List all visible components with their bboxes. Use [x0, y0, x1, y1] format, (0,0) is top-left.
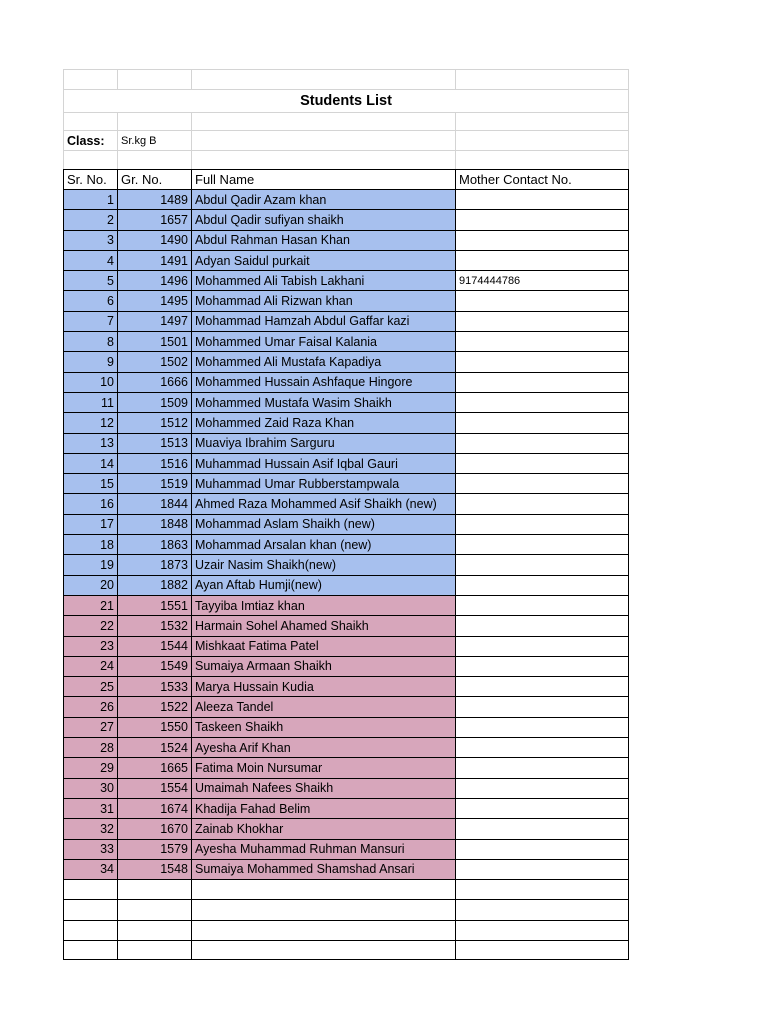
cell-sr-no[interactable]: 33 [63, 839, 117, 859]
cell-gr-no[interactable]: 1844 [117, 493, 191, 513]
table-header-row [63, 169, 629, 189]
cell-full-name[interactable]: Khadija Fahad Belim [191, 798, 455, 818]
title-row [63, 89, 629, 112]
table-row [63, 818, 629, 838]
cell-full-name[interactable]: Harmain Sohel Ahamed Shaikh [191, 615, 455, 635]
cell-gr-no[interactable]: 1550 [117, 717, 191, 737]
table-row [63, 250, 629, 270]
cell-gr-no[interactable]: 1502 [117, 351, 191, 371]
grid-cell[interactable] [117, 112, 191, 130]
table-row [63, 433, 629, 453]
table-row [63, 920, 629, 940]
cell-mother-contact[interactable] [455, 473, 629, 493]
blank-row [63, 150, 629, 169]
cell-mother-contact[interactable] [455, 209, 629, 229]
cell-sr-no[interactable] [63, 940, 117, 960]
cell-gr-no[interactable]: 1491 [117, 250, 191, 270]
cell-mother-contact[interactable] [455, 656, 629, 676]
cell-sr-no[interactable]: 20 [63, 575, 117, 595]
cell-sr-no[interactable]: 3 [63, 230, 117, 250]
cell-full-name[interactable]: Mohammad Ali Rizwan khan [191, 290, 455, 310]
cell-gr-no[interactable]: 1657 [117, 209, 191, 229]
cell-mother-contact[interactable]: 9174444786 [455, 270, 629, 290]
cell-gr-no[interactable]: 1863 [117, 534, 191, 554]
cell-full-name[interactable]: Mohammed Umar Faisal Kalania [191, 331, 455, 351]
cell-full-name[interactable]: Mohammad Arsalan khan (new) [191, 534, 455, 554]
cell-full-name[interactable]: Adyan Saidul purkait [191, 250, 455, 270]
cell-sr-no[interactable]: 2 [63, 209, 117, 229]
cell-sr-no[interactable]: 11 [63, 392, 117, 412]
cell-sr-no[interactable] [63, 920, 117, 940]
class-label[interactable]: Class: [63, 130, 117, 150]
cell-gr-no[interactable]: 1519 [117, 473, 191, 493]
grid-cell[interactable] [63, 150, 117, 169]
cell-gr-no[interactable] [117, 920, 191, 940]
cell-full-name[interactable]: Ahmed Raza Mohammed Asif Shaikh (new) [191, 493, 455, 513]
grid-cell[interactable] [191, 130, 455, 150]
cell-mother-contact[interactable] [455, 189, 629, 209]
table-row [63, 636, 629, 656]
cell-sr-no[interactable]: 15 [63, 473, 117, 493]
table-row [63, 331, 629, 351]
cell-sr-no[interactable]: 31 [63, 798, 117, 818]
header-full-name[interactable]: Full Name [191, 169, 455, 189]
cell-full-name[interactable]: Uzair Nasim Shaikh(new) [191, 554, 455, 574]
cell-mother-contact[interactable] [455, 920, 629, 940]
cell-gr-no[interactable]: 1522 [117, 696, 191, 716]
cell-sr-no[interactable]: 4 [63, 250, 117, 270]
table-row [63, 798, 629, 818]
cell-mother-contact[interactable] [455, 514, 629, 534]
cell-mother-contact[interactable] [455, 412, 629, 432]
cell-full-name[interactable]: Aleeza Tandel [191, 696, 455, 716]
table-row [63, 696, 629, 716]
cell-full-name[interactable]: Mohammed Mustafa Wasim Shaikh [191, 392, 455, 412]
table-row [63, 453, 629, 473]
table-row [63, 595, 629, 615]
cell-full-name[interactable]: Zainab Khokhar [191, 818, 455, 838]
students-table [63, 169, 629, 960]
grid-cell[interactable] [191, 112, 455, 130]
cell-gr-no[interactable]: 1579 [117, 839, 191, 859]
cell-mother-contact[interactable] [455, 290, 629, 310]
cell-full-name[interactable]: Ayesha Muhammad Ruhman Mansuri [191, 839, 455, 859]
cell-sr-no[interactable]: 25 [63, 676, 117, 696]
cell-gr-no[interactable] [117, 940, 191, 960]
cell-mother-contact[interactable] [455, 311, 629, 331]
cell-full-name[interactable]: Marya Hussain Kudia [191, 676, 455, 696]
table-row [63, 230, 629, 250]
cell-gr-no[interactable]: 1516 [117, 453, 191, 473]
cell-full-name[interactable]: Muhammad Hussain Asif Iqbal Gauri [191, 453, 455, 473]
cell-gr-no[interactable]: 1873 [117, 554, 191, 574]
table-row [63, 676, 629, 696]
cell-full-name[interactable]: Muaviya Ibrahim Sarguru [191, 433, 455, 453]
cell-gr-no[interactable]: 1489 [117, 189, 191, 209]
cell-mother-contact[interactable] [455, 859, 629, 879]
cell-sr-no[interactable]: 34 [63, 859, 117, 879]
cell-gr-no[interactable]: 1670 [117, 818, 191, 838]
cell-full-name[interactable]: Abdul Qadir Azam khan [191, 189, 455, 209]
cell-gr-no[interactable]: 1666 [117, 372, 191, 392]
sheet-title[interactable]: Students List [63, 89, 629, 112]
blank-row [63, 69, 629, 89]
grid-cell[interactable] [63, 69, 117, 89]
table-row [63, 575, 629, 595]
cell-sr-no[interactable]: 1 [63, 189, 117, 209]
cell-sr-no[interactable]: 29 [63, 757, 117, 777]
class-value[interactable]: Sr.kg B [117, 130, 191, 150]
cell-full-name[interactable]: Ayan Aftab Humji(new) [191, 575, 455, 595]
cell-gr-no[interactable]: 1532 [117, 615, 191, 635]
cell-gr-no[interactable]: 1501 [117, 331, 191, 351]
cell-sr-no[interactable]: 22 [63, 615, 117, 635]
cell-full-name[interactable]: Umaimah Nafees Shaikh [191, 778, 455, 798]
cell-gr-no[interactable]: 1533 [117, 676, 191, 696]
cell-full-name[interactable]: Mohammad Hamzah Abdul Gaffar kazi [191, 311, 455, 331]
cell-mother-contact[interactable] [455, 757, 629, 777]
table-row [63, 757, 629, 777]
table-row [63, 392, 629, 412]
cell-full-name[interactable]: Mohammed Ali Mustafa Kapadiya [191, 351, 455, 371]
table-row [63, 778, 629, 798]
table-row [63, 839, 629, 859]
cell-sr-no[interactable]: 32 [63, 818, 117, 838]
table-row [63, 311, 629, 331]
cell-mother-contact[interactable] [455, 453, 629, 473]
table-row [63, 514, 629, 534]
cell-mother-contact[interactable] [455, 696, 629, 716]
cell-sr-no[interactable]: 17 [63, 514, 117, 534]
table-row [63, 859, 629, 879]
table-row [63, 290, 629, 310]
cell-sr-no[interactable]: 23 [63, 636, 117, 656]
cell-mother-contact[interactable] [455, 940, 629, 960]
cell-mother-contact[interactable] [455, 615, 629, 635]
cell-gr-no[interactable]: 1548 [117, 859, 191, 879]
cell-gr-no[interactable]: 1544 [117, 636, 191, 656]
cell-mother-contact[interactable] [455, 433, 629, 453]
cell-sr-no[interactable]: 26 [63, 696, 117, 716]
cell-mother-contact[interactable] [455, 839, 629, 859]
cell-sr-no[interactable]: 13 [63, 433, 117, 453]
cell-mother-contact[interactable] [455, 636, 629, 656]
cell-mother-contact[interactable] [455, 778, 629, 798]
cell-mother-contact[interactable] [455, 554, 629, 574]
cell-full-name[interactable] [191, 940, 455, 960]
cell-full-name[interactable]: Taskeen Shaikh [191, 717, 455, 737]
cell-full-name[interactable]: Sumaiya Armaan Shaikh [191, 656, 455, 676]
table-row [63, 270, 629, 290]
grid-cell[interactable] [191, 69, 455, 89]
cell-gr-no[interactable]: 1496 [117, 270, 191, 290]
cell-gr-no[interactable]: 1509 [117, 392, 191, 412]
table-row [63, 473, 629, 493]
cell-mother-contact[interactable] [455, 372, 629, 392]
table-row [63, 554, 629, 574]
table-row [63, 351, 629, 371]
cell-sr-no[interactable]: 8 [63, 331, 117, 351]
header-mother-contact[interactable]: Mother Contact No. [455, 169, 629, 189]
table-row [63, 879, 629, 899]
grid-cell[interactable] [455, 150, 629, 169]
cell-gr-no[interactable]: 1674 [117, 798, 191, 818]
cell-gr-no[interactable]: 1513 [117, 433, 191, 453]
cell-full-name[interactable] [191, 879, 455, 899]
cell-gr-no[interactable]: 1524 [117, 737, 191, 757]
cell-gr-no[interactable]: 1848 [117, 514, 191, 534]
header-gr-no[interactable]: Gr. No. [117, 169, 191, 189]
cell-mother-contact[interactable] [455, 250, 629, 270]
cell-gr-no[interactable]: 1490 [117, 230, 191, 250]
cell-full-name[interactable]: Mohammed Ali Tabish Lakhani [191, 270, 455, 290]
grid-cell[interactable] [191, 150, 455, 169]
cell-sr-no[interactable]: 6 [63, 290, 117, 310]
cell-full-name[interactable]: Mishkaat Fatima Patel [191, 636, 455, 656]
cell-gr-no[interactable] [117, 899, 191, 919]
grid-cell[interactable] [63, 112, 117, 130]
cell-mother-contact[interactable] [455, 351, 629, 371]
table-row [63, 189, 629, 209]
table-row [63, 940, 629, 960]
cell-sr-no[interactable]: 21 [63, 595, 117, 615]
cell-full-name[interactable]: Tayyiba Imtiaz khan [191, 595, 455, 615]
cell-full-name[interactable] [191, 920, 455, 940]
cell-sr-no[interactable]: 14 [63, 453, 117, 473]
grid-cell[interactable] [455, 69, 629, 89]
cell-gr-no[interactable]: 1551 [117, 595, 191, 615]
spreadsheet [63, 69, 629, 960]
cell-mother-contact[interactable] [455, 493, 629, 513]
table-row [63, 899, 629, 919]
grid-cell[interactable] [117, 150, 191, 169]
cell-sr-no[interactable]: 27 [63, 717, 117, 737]
table-row [63, 209, 629, 229]
cell-sr-no[interactable]: 30 [63, 778, 117, 798]
cell-full-name[interactable]: Abdul Rahman Hasan Khan [191, 230, 455, 250]
table-row [63, 493, 629, 513]
cell-sr-no[interactable] [63, 899, 117, 919]
cell-full-name[interactable]: Ayesha Arif Khan [191, 737, 455, 757]
cell-mother-contact[interactable] [455, 595, 629, 615]
cell-sr-no[interactable]: 28 [63, 737, 117, 757]
cell-sr-no[interactable] [63, 879, 117, 899]
cell-mother-contact[interactable] [455, 899, 629, 919]
cell-mother-contact[interactable] [455, 798, 629, 818]
cell-sr-no[interactable]: 10 [63, 372, 117, 392]
cell-mother-contact[interactable] [455, 534, 629, 554]
cell-sr-no[interactable]: 18 [63, 534, 117, 554]
cell-gr-no[interactable]: 1495 [117, 290, 191, 310]
cell-mother-contact[interactable] [455, 737, 629, 757]
grid-cell[interactable] [117, 69, 191, 89]
table-row [63, 737, 629, 757]
cell-full-name[interactable]: Muhammad Umar Rubberstampwala [191, 473, 455, 493]
cell-gr-no[interactable] [117, 879, 191, 899]
blank-row [63, 112, 629, 130]
cell-sr-no[interactable]: 7 [63, 311, 117, 331]
table-row [63, 534, 629, 554]
cell-sr-no[interactable]: 5 [63, 270, 117, 290]
cell-mother-contact[interactable] [455, 230, 629, 250]
cell-sr-no[interactable]: 19 [63, 554, 117, 574]
cell-gr-no[interactable]: 1554 [117, 778, 191, 798]
cell-mother-contact[interactable] [455, 676, 629, 696]
table-row [63, 717, 629, 737]
cell-full-name[interactable] [191, 899, 455, 919]
cell-mother-contact[interactable] [455, 392, 629, 412]
cell-gr-no[interactable]: 1497 [117, 311, 191, 331]
cell-sr-no[interactable]: 9 [63, 351, 117, 371]
cell-mother-contact[interactable] [455, 331, 629, 351]
cell-mother-contact[interactable] [455, 818, 629, 838]
grid-cell[interactable] [455, 112, 629, 130]
cell-gr-no[interactable]: 1549 [117, 656, 191, 676]
cell-sr-no[interactable]: 24 [63, 656, 117, 676]
cell-gr-no[interactable]: 1665 [117, 757, 191, 777]
table-row [63, 615, 629, 635]
header-sr-no[interactable]: Sr. No. [63, 169, 117, 189]
cell-mother-contact[interactable] [455, 575, 629, 595]
cell-full-name[interactable]: Mohammad Aslam Shaikh (new) [191, 514, 455, 534]
cell-full-name[interactable]: Abdul Qadir sufiyan shaikh [191, 209, 455, 229]
cell-gr-no[interactable]: 1512 [117, 412, 191, 432]
cell-sr-no[interactable]: 16 [63, 493, 117, 513]
cell-mother-contact[interactable] [455, 717, 629, 737]
cell-full-name[interactable]: Mohammed Hussain Ashfaque Hingore [191, 372, 455, 392]
table-row [63, 412, 629, 432]
cell-gr-no[interactable]: 1882 [117, 575, 191, 595]
cell-full-name[interactable]: Fatima Moin Nursumar [191, 757, 455, 777]
grid-cell[interactable] [455, 130, 629, 150]
cell-full-name[interactable]: Mohammed Zaid Raza Khan [191, 412, 455, 432]
cell-full-name[interactable]: Sumaiya Mohammed Shamshad Ansari [191, 859, 455, 879]
table-row [63, 372, 629, 392]
table-row [63, 656, 629, 676]
cell-sr-no[interactable]: 12 [63, 412, 117, 432]
cell-mother-contact[interactable] [455, 879, 629, 899]
class-row [63, 130, 629, 150]
